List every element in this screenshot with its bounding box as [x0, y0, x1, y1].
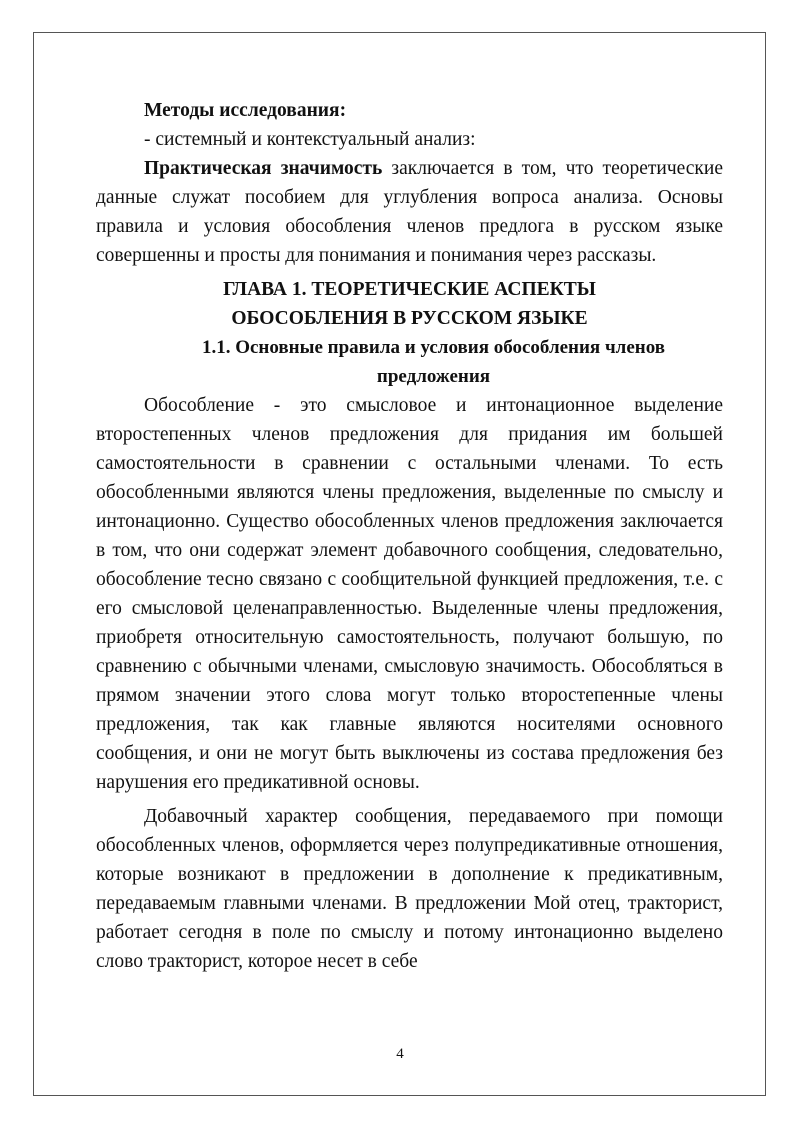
practical-significance-lead: Практическая значимость: [144, 158, 383, 179]
section-title-line-2: предложения: [376, 366, 491, 387]
methods-heading: Методы исследования:: [144, 100, 347, 121]
document-body: [96, 96, 723, 976]
chapter-title-line-2: ОБОСОБЛЕНИЯ В РУССКОМ ЯЗЫКЕ: [231, 308, 588, 329]
chapter-title-line-1: ГЛАВА 1. ТЕОРЕТИЧЕСКИЕ АСПЕКТЫ: [223, 279, 596, 300]
body-paragraph: Обособление - это смысловое и интонационное выделение второстепенных членов предложения для придания им большей самостоятельности в сравнении с остальными членами. То есть обособленными являются члены предложения, выделенные по смыслу и интонационно. Существо обособленных членов предложения заключается в том, что они содержат элемент добавочного сообщения, следовательно, обособление тесно связано с сообщительной функцией предложения, т.е. с его смысловой целенаправленностью. Выделенные члены предложения, приобретя относительную самостоятельность, получают большую, по сравнению с обычными членами, смысловую значимость. Обособляться в прямом значении этого слова могут только второстепенные члены предложения, так как главные являются носителями основного сообщения, и они не могут быть выключены из состава предложения без нарушения его предикативной основы.: [96, 395, 723, 793]
practical-significance-paragraph: [96, 154, 723, 270]
body-paragraph: Добавочный характер сообщения, передаваемого при помощи обособленных членов, оформляется через полупредикативные отношения, которые возникают в предложении в дополнение к предикативным, передаваемым главными членами. В предложении Мой отец, тракторист, работает сегодня в поле по смыслу и потому интонационно выделено слово тракторист, которое несет в себе: [96, 806, 723, 972]
section-title-line-1: 1.1. Основные правила и условия обособления членов: [201, 337, 666, 358]
methods-item: - системный и контекстуальный анализ:: [144, 129, 476, 150]
section-title: [144, 333, 723, 391]
page-number: 4: [396, 1046, 404, 1062]
chapter-title: [96, 275, 723, 333]
practical-significance-text: заключается в том, что теоретические данные служат пособием для углубления вопроса анализа. Основы правила и условия обособления членов предлога в русском языке совершенны и просты для понимания и понимания через рассказы.: [96, 158, 723, 266]
